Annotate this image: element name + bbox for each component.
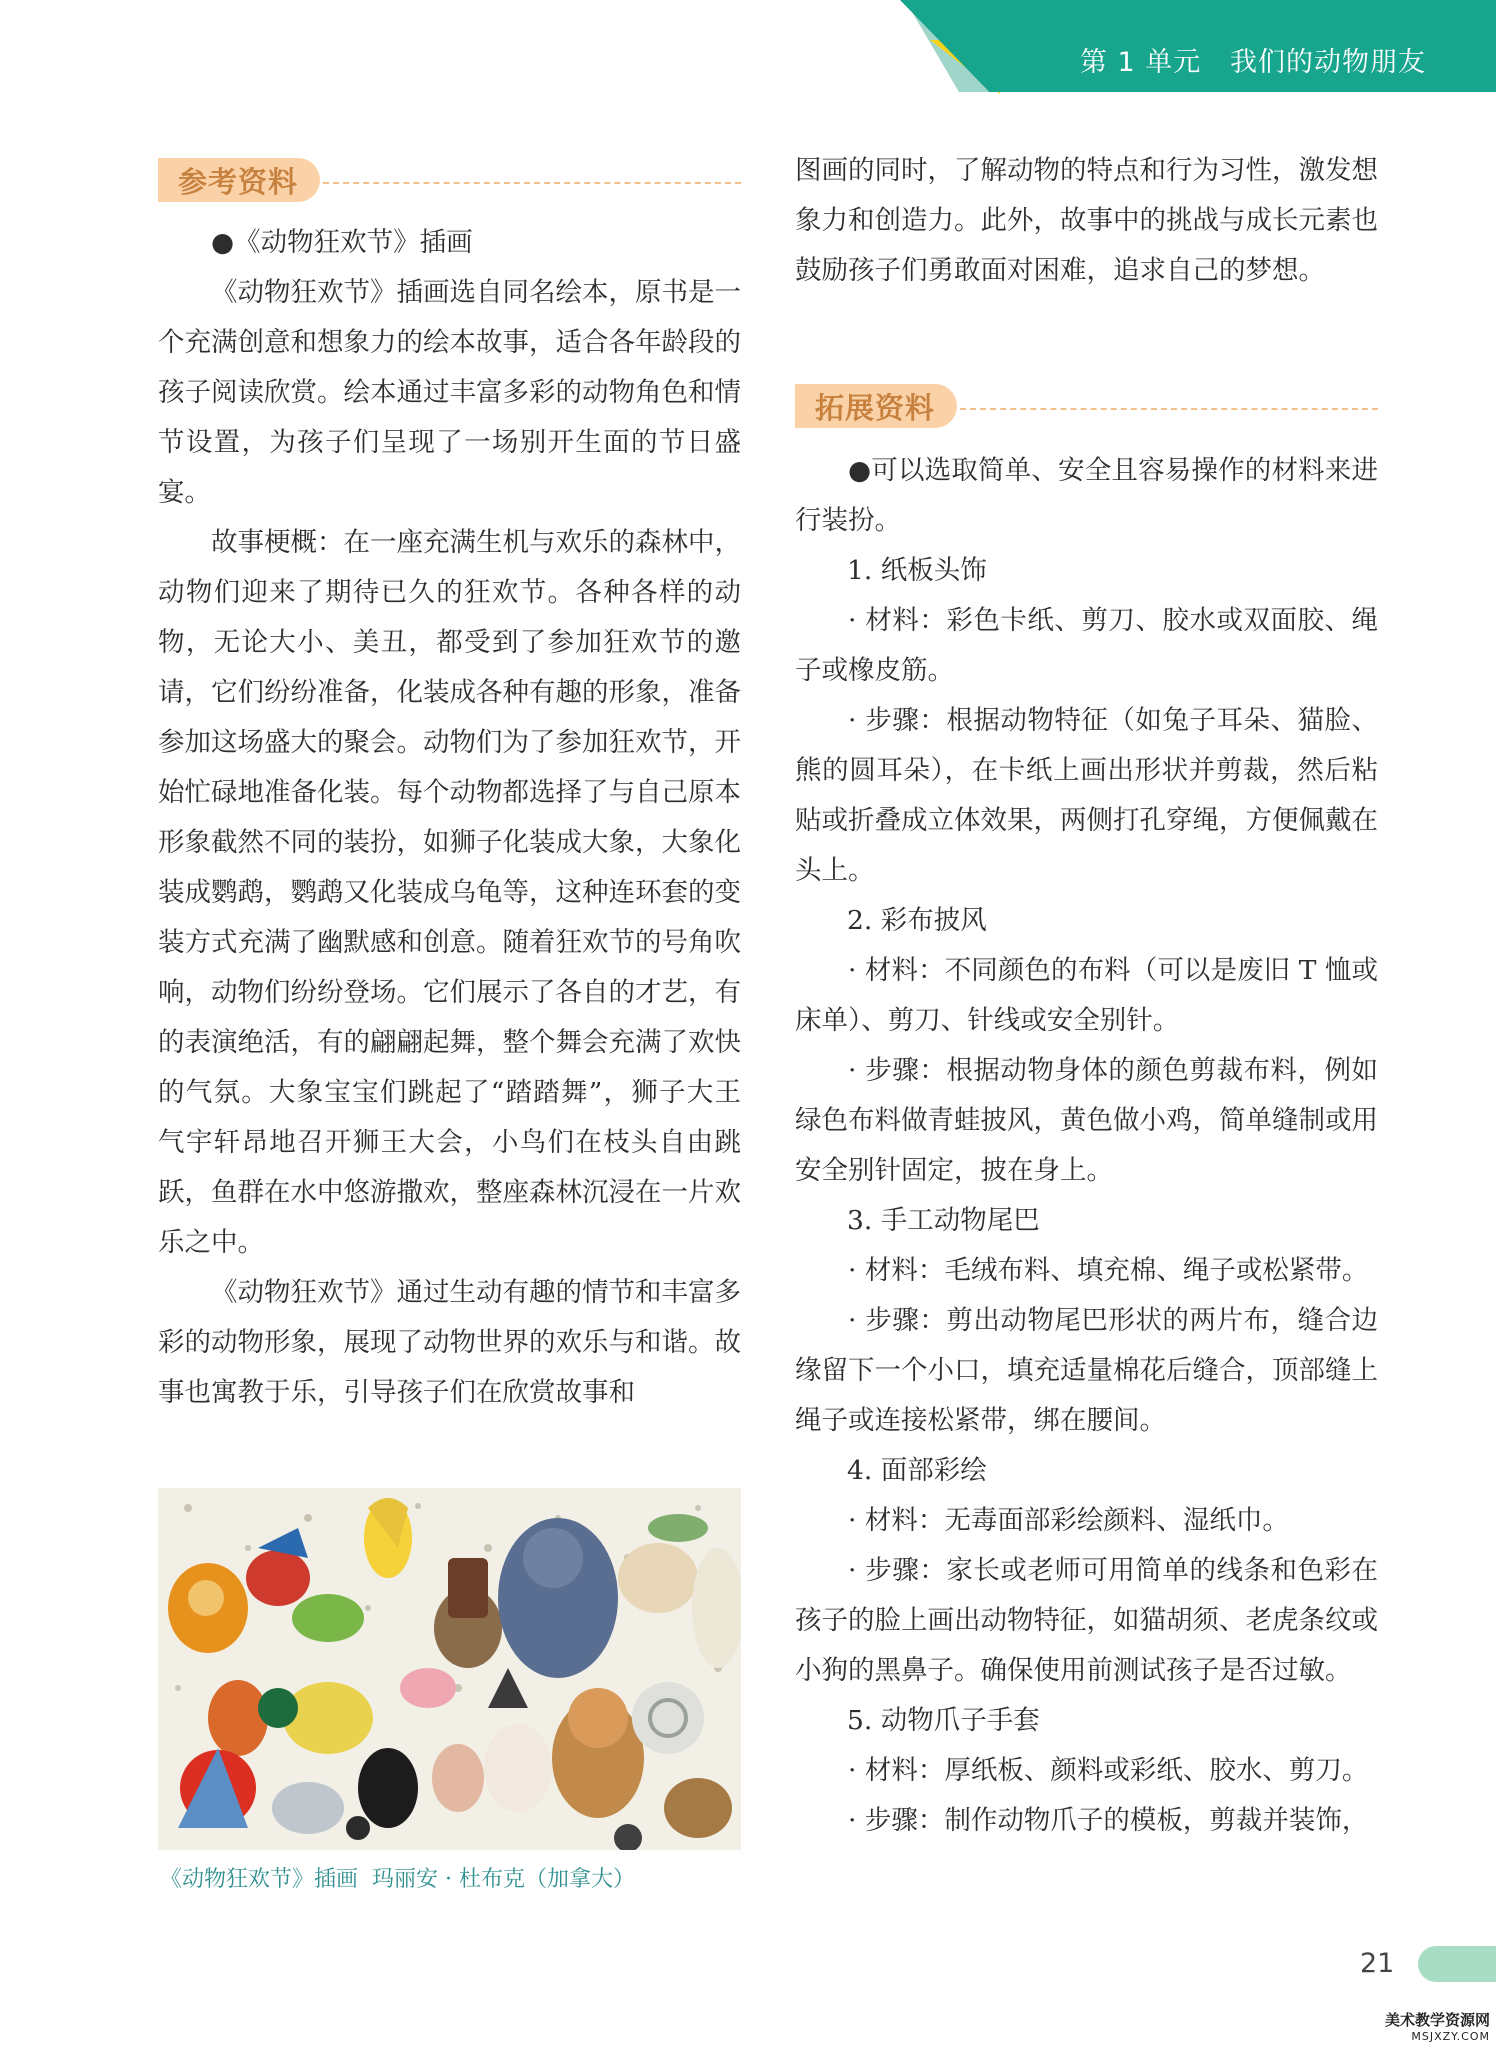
item-steps: · 步骤：家长或老师可用简单的线条和色彩在孩子的脸上画出动物特征，如猫胡须、老虎条纹或小狗的黑鼻子。确保使用前测试孩子是否过敏。 (795, 1555, 1378, 1686)
paragraph: 《动物狂欢节》通过生动有趣的情节和丰富多彩的动物形象，展现了动物世界的欢乐与和谐。故事也寓教于乐，引导孩子们在欣赏故事和 (158, 1277, 741, 1408)
section-heading-extension (795, 378, 1378, 430)
left-column (158, 218, 741, 1418)
illustration-caption: 《动物狂欢节》插画 玛丽安 · 杜布克（加拿大） (160, 1867, 635, 1892)
paragraph-continued: 图画的同时，了解动物的特点和行为习性，激发想象力和创造力。此外，故事中的挑战与成长元素也鼓励孩子们勇敢面对困难，追求自己的梦想。 (795, 155, 1378, 286)
carnival-illustration (158, 1488, 741, 1850)
right-column-top (795, 146, 1378, 296)
watermark-line2: MSJXZY.COM (1411, 2030, 1490, 2043)
paragraph: 故事梗概：在一座充满生机与欢乐的森林中，动物们迎来了期待已久的狂欢节。各种各样的动物，无论大小、美丑，都受到了参加狂欢节的邀请，它们纷纷准备，化装成各种有趣的形象，准备参加这场盛大的聚会。动物们为了参加狂欢节，开始忙碌地准备化装。每个动物都选择了与自己原本形象截然不同的装扮，如狮子化装成大象，大象化装成鹦鹉，鹦鹉又化装成乌龟等，这种连环套的变装方式充满了幽默感和创意。随着狂欢节的号角吹响，动物们纷纷登场。它们展示了各自的才艺，有的表演绝活，有的翩翩起舞，整个舞会充满了欢快的气氛。大象宝宝们跳起了“踏踏舞”，狮子大王气宇轩昂地召开狮王大会，小鸟们在枝头自由跳跃，鱼群在水中悠游撒欢，整座森林沉浸在一片欢乐之中。 (158, 527, 741, 1258)
item-steps: · 步骤：根据动物特征（如兔子耳朵、猫脸、熊的圆耳朵），在卡纸上画出形状并剪裁，然后粘贴或折叠成立体效果，两侧打孔穿绳，方便佩戴在头上。 (795, 705, 1378, 886)
item-material: · 材料：厚纸板、颜料或彩纸、胶水、剪刀。 (848, 1755, 1369, 1786)
item-title: 2. 彩布披风 (847, 905, 987, 936)
item-material: · 材料：无毒面部彩绘颜料、湿纸巾。 (848, 1505, 1289, 1536)
page-tab-decoration (1418, 1946, 1496, 1982)
item-title: 5. 动物爪子手套 (847, 1705, 1040, 1736)
section-title: 参考资料 (178, 164, 299, 199)
item-material: · 材料：毛绒布料、填充棉、绳子或松紧带。 (848, 1255, 1369, 1286)
right-column (795, 446, 1378, 1846)
item-material: · 材料：不同颜色的布料（可以是废旧 T 恤或床单）、剪刀、针线或安全别针。 (795, 955, 1378, 1036)
item-steps: · 步骤：制作动物爪子的模板，剪裁并装饰， (848, 1805, 1369, 1836)
section-pill (795, 384, 957, 428)
item-steps: · 步骤：剪出动物尾巴形状的两片布，缝合边缘留下一个小口，填充适量棉花后缝合，顶部缝上绳子或连接松紧带，绑在腰间。 (795, 1305, 1378, 1436)
intro-paragraph: ●可以选取简单、安全且容易操作的材料来进行装扮。 (795, 455, 1378, 536)
section-pill (158, 158, 320, 202)
section-heading-reference (158, 152, 741, 204)
section-divider (323, 182, 741, 184)
paragraph: 《动物狂欢节》插画选自同名绘本，原书是一个充满创意和想象力的绘本故事，适合各年龄段的孩子阅读欣赏。绘本通过丰富多彩的动物角色和情节设置，为孩子们呈现了一场别开生面的节日盛宴。 (158, 277, 741, 508)
watermark (1385, 2009, 1490, 2043)
unit-title: 第 1 单元 我们的动物朋友 (1079, 47, 1426, 78)
section-divider (960, 408, 1378, 410)
item-title: 1. 纸板头饰 (847, 555, 987, 586)
section-title: 拓展资料 (815, 390, 936, 425)
paragraph-heading: ●《动物狂欢节》插画 (211, 227, 473, 258)
page-number: 21 (1360, 1948, 1395, 1979)
item-title: 3. 手工动物尾巴 (847, 1205, 1040, 1236)
item-material: · 材料：彩色卡纸、剪刀、胶水或双面胶、绳子或橡皮筋。 (795, 605, 1378, 686)
item-title: 4. 面部彩绘 (847, 1455, 987, 1486)
watermark-line1: 美术教学资源网 (1384, 2011, 1490, 2029)
item-steps: · 步骤：根据动物身体的颜色剪裁布料，例如绿色布料做青蛙披风，黄色做小鸡，简单缝制或用安全别针固定，披在身上。 (795, 1055, 1378, 1186)
